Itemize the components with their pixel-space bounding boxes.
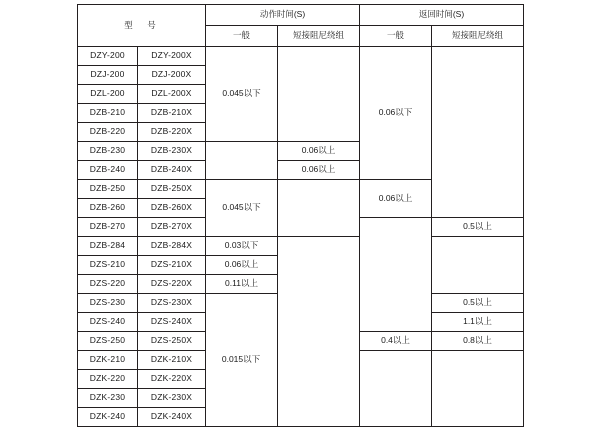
model-b: DZB-240X: [138, 161, 206, 180]
model-b: DZS-210X: [138, 256, 206, 275]
action-damped-blank: [278, 47, 360, 142]
return-general-blank: [360, 351, 432, 427]
model-a: DZB-284: [78, 237, 138, 256]
action-general-value: 0.06以上: [206, 256, 278, 275]
action-general-value-dzk: 0.015以下: [221, 354, 261, 364]
model-a: DZB-220: [78, 123, 138, 142]
return-damped-blank: [432, 351, 524, 427]
table-header-row-groups: [78, 5, 524, 26]
model-b: DZS-240X: [138, 313, 206, 332]
return-damped-blank: [432, 237, 524, 294]
model-a: DZK-240: [78, 408, 138, 427]
model-a: DZB-250: [78, 180, 138, 199]
header-action-time: 动作时间(S): [206, 5, 360, 26]
table-header: [78, 5, 524, 47]
return-general-value: 0.06以下: [360, 47, 432, 180]
model-a: DZB-210: [78, 104, 138, 123]
model-b: DZK-230X: [138, 389, 206, 408]
model-a: DZB-240: [78, 161, 138, 180]
return-general-value: 0.4以上: [360, 332, 432, 351]
model-b: DZB-220X: [138, 123, 206, 142]
model-a: DZS-240: [78, 313, 138, 332]
return-general-value: 0.06以上: [360, 180, 432, 218]
model-a: DZB-230: [78, 142, 138, 161]
model-a: DZS-210: [78, 256, 138, 275]
action-damped-blank: [278, 237, 360, 427]
model-a: DZS-230: [78, 294, 138, 313]
model-a: DZS-250: [78, 332, 138, 351]
model-b: DZB-270X: [138, 218, 206, 237]
model-b: DZB-230X: [138, 142, 206, 161]
return-general-value: 0.5以上: [432, 294, 524, 313]
action-general-value: 0.11以上: [206, 275, 278, 294]
model-b: DZS-220X: [138, 275, 206, 294]
model-a: DZK-220: [78, 370, 138, 389]
header-return-general: 一般: [360, 26, 432, 47]
model-a: DZY-200: [78, 47, 138, 66]
model-b: DZB-284X: [138, 237, 206, 256]
action-general-value: 0.045以下: [206, 47, 278, 142]
relay-timing-table: [77, 4, 524, 427]
action-damped-value: 0.06以上: [278, 161, 360, 180]
header-action-general: 一般: [206, 26, 278, 47]
model-b: DZB-210X: [138, 104, 206, 123]
model-b: DZL-200X: [138, 85, 206, 104]
model-a: DZL-200: [78, 85, 138, 104]
model-a: DZJ-200: [78, 66, 138, 85]
header-action-damped: 短接阻尼绕组: [278, 26, 360, 47]
header-return-damped: 短接阻尼绕组: [432, 26, 524, 47]
model-a: DZK-210: [78, 351, 138, 370]
model-b: DZK-210X: [138, 351, 206, 370]
action-general-blank: [206, 142, 278, 180]
return-damped-value: 0.8以上: [432, 332, 524, 351]
model-a: DZB-260: [78, 199, 138, 218]
action-general-value: 0.045以下: [206, 180, 278, 237]
return-damped-blank: [432, 47, 524, 218]
table-row: [78, 47, 524, 66]
model-b: DZB-250X: [138, 180, 206, 199]
action-damped-value: 0.06以上: [278, 142, 360, 161]
model-a: DZB-270: [78, 218, 138, 237]
return-damped-value: 0.5以上: [432, 218, 524, 237]
model-b: DZS-250X: [138, 332, 206, 351]
return-general-value: 1.1以上: [432, 313, 524, 332]
model-a: DZS-220: [78, 275, 138, 294]
model-a: DZK-230: [78, 389, 138, 408]
model-b: DZY-200X: [138, 47, 206, 66]
action-general-value: 0.03以下: [206, 237, 278, 256]
table-body: [78, 47, 524, 427]
table-row: [78, 237, 524, 256]
model-b: DZJ-200X: [138, 66, 206, 85]
model-b: DZK-220X: [138, 370, 206, 389]
model-b: DZS-230X: [138, 294, 206, 313]
action-damped-blank: [278, 180, 360, 237]
return-general-blank: [360, 218, 432, 332]
model-b: DZK-240X: [138, 408, 206, 427]
header-type: 型 号: [78, 5, 206, 47]
model-b: DZB-260X: [138, 199, 206, 218]
header-return-time: 返回时间(S): [360, 5, 524, 26]
